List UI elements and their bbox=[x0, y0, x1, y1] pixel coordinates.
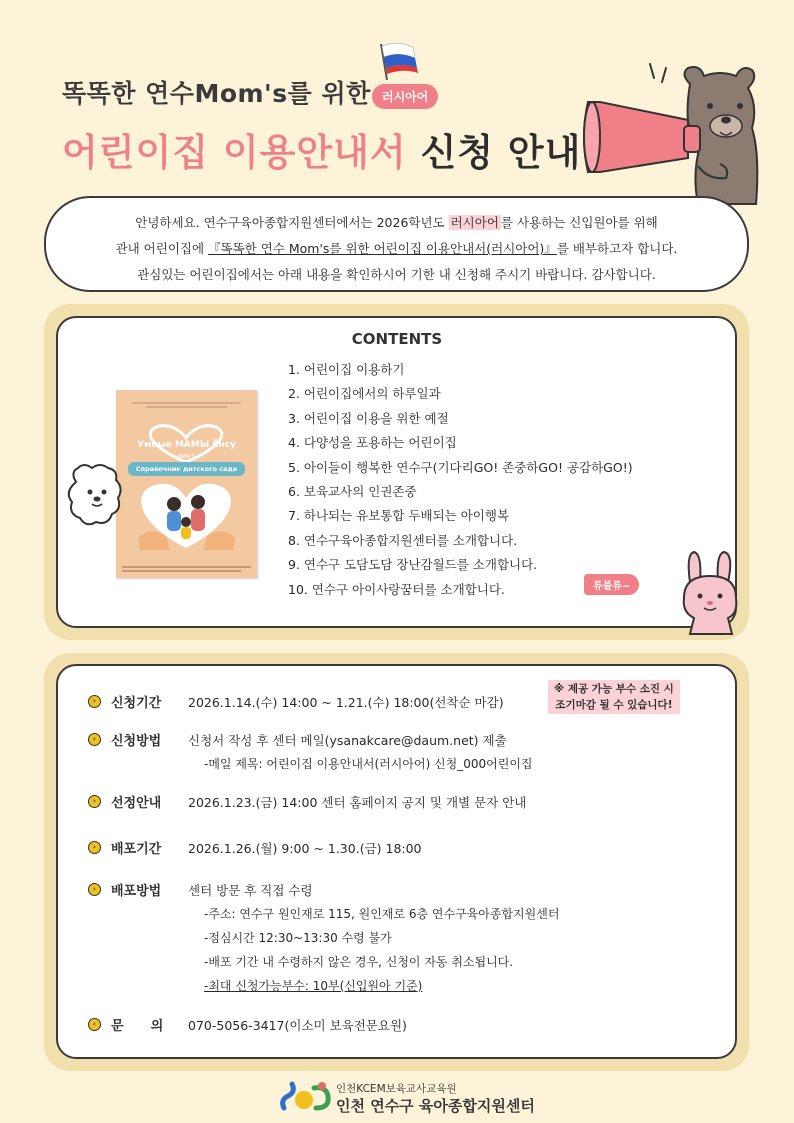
book-brand-sub: MOM'S bbox=[177, 454, 196, 460]
bear-megaphone-illustration bbox=[580, 54, 760, 214]
application-method-text: 신청서 작성 후 센터 메일(ysanakcare@daum.net) 제출 bbox=[188, 733, 507, 748]
label-inquiry bbox=[88, 1015, 163, 1034]
intro-l2-pre: 관내 어린이집에 bbox=[115, 241, 209, 256]
label-text: 문 의 bbox=[111, 1019, 164, 1034]
title-line1: 똑똑한 연수Mom's를 위한 bbox=[62, 79, 371, 108]
distribution-max: -최대 신청가능부수: 10부(신입원아 기준) bbox=[204, 979, 423, 993]
intro-l1-post: 를 사용하는 신입원아를 위해 bbox=[500, 215, 658, 230]
intro-message bbox=[44, 196, 749, 292]
label-text: 배포기간 bbox=[111, 842, 162, 857]
distribution-method-text: 센터 방문 후 직접 수령 bbox=[188, 883, 313, 898]
label-text: 신청기간 bbox=[111, 696, 162, 711]
label-application-method bbox=[88, 730, 161, 749]
book-brand: Умные МАМЫ Ёнсу bbox=[137, 440, 236, 450]
page-title bbox=[62, 122, 581, 176]
contents-item: 10. 연수구 아이사랑꿈터를 소개합니다. bbox=[288, 581, 505, 597]
info-panel bbox=[56, 664, 737, 1059]
dog-mascot-illustration bbox=[64, 462, 128, 532]
contents-item: 2. 어린이집에서의 하루일과 bbox=[288, 386, 441, 402]
book-title: Справочник детского сада bbox=[128, 462, 245, 476]
contents-item: 7. 하나되는 유보통합 두배되는 아이행복 bbox=[288, 508, 510, 524]
application-method-sub: -메일 제목: 어린이집 이용안내서(러시아어) 신청_000어린이집 bbox=[204, 757, 533, 771]
contents-list bbox=[288, 358, 633, 602]
contents-item: 3. 어린이집 이용을 위한 예절 bbox=[288, 410, 449, 426]
distribution-address: -주소: 연수구 원인재로 115, 원인재로 6층 연수구육아종합지원센터 bbox=[204, 907, 560, 921]
bullet-chevron-icon: › bbox=[88, 1018, 101, 1031]
footer-subtitle: 인천KCEM보육교사교육원 bbox=[336, 1083, 457, 1095]
contents-item: 1. 어린이집 이용하기 bbox=[288, 362, 405, 377]
label-selection bbox=[88, 792, 161, 811]
title-pink: 어린이집 이용안내서 bbox=[62, 131, 407, 174]
label-text: 신청방법 bbox=[111, 734, 162, 749]
contents-item: 5. 아이들이 행복한 연수구(기다리GO! 존중하GO! 공감하GO!) bbox=[288, 459, 633, 475]
center-logo-icon bbox=[278, 1078, 332, 1114]
contents-item: 8. 연수구육아종합지원센터를 소개합니다. bbox=[288, 532, 518, 548]
intro-l2-underline: 『똑똑한 연수 Mom's를 위한 어린이집 이용안내서(러시아어)』 bbox=[208, 241, 557, 256]
family-illustration-icon bbox=[130, 478, 243, 552]
rabbit-speech-sticker: 류블류~ bbox=[584, 574, 639, 595]
note-line-2: 조기마감 될 수 있습니다! bbox=[555, 699, 673, 711]
label-application-period bbox=[88, 692, 161, 711]
bullet-chevron-icon: › bbox=[88, 883, 101, 896]
label-text: 선정안내 bbox=[111, 796, 162, 811]
language-badge: 러시아어 bbox=[372, 84, 438, 109]
application-period-text: 2026.1.14.(수) 14:00 ~ 1.21.(수) 18:00(선착순 마감) bbox=[188, 695, 504, 710]
intro-line-3: 관심있는 어린이집에서는 아래 내용을 확인하시어 기한 내 신청해 주시기 바랍니다. 감사합니다. bbox=[137, 267, 656, 282]
contents-item: 4. 다양성을 포용하는 어린이집 bbox=[288, 435, 457, 451]
bullet-chevron-icon: › bbox=[88, 795, 101, 808]
intro-line-1 bbox=[46, 210, 747, 236]
bullet-chevron-icon: › bbox=[88, 733, 101, 746]
intro-l1-highlight: 러시아어 bbox=[450, 215, 499, 230]
footer-center-name: 인천 연수구 육아종합지원센터 bbox=[336, 1097, 535, 1115]
distribution-lunch: -점심시간 12:30~13:30 수령 불가 bbox=[204, 931, 392, 945]
intro-l2-post: 를 배부하고자 합니다. bbox=[556, 241, 678, 256]
contents-title: CONTENTS bbox=[351, 330, 443, 348]
guidebook-cover bbox=[116, 390, 257, 578]
intro-line-2 bbox=[46, 236, 747, 262]
selection-text: 2026.1.23.(금) 14:00 센터 홈페이지 공지 및 개별 문자 안내 bbox=[188, 795, 527, 810]
bullet-chevron-icon: › bbox=[88, 841, 101, 854]
label-text: 배포방법 bbox=[111, 884, 162, 899]
book-footer-lines bbox=[122, 564, 251, 572]
early-close-note bbox=[548, 680, 680, 714]
contents-item: 6. 보육교사의 인권존중 bbox=[288, 484, 417, 500]
title-dark: 신청 안내 bbox=[420, 131, 582, 174]
bullet-chevron-icon: › bbox=[88, 695, 101, 708]
note-line-1: ※ 제공 가능 부수 소진 시 bbox=[554, 683, 674, 695]
contents-item: 9. 연수구 도담도담 장난감월드를 소개합니다. bbox=[288, 557, 538, 573]
intro-l1-pre: 안녕하세요. 연수구육아종합지원센터에서는 2026학년도 bbox=[135, 215, 449, 230]
inquiry-text: 070-5056-3417(이소미 보육전문요원) bbox=[188, 1018, 407, 1033]
label-distribution-method bbox=[88, 880, 161, 899]
rabbit-mascot-illustration bbox=[676, 548, 748, 638]
distribution-period-text: 2026.1.26.(월) 9:00 ~ 1.30.(금) 18:00 bbox=[188, 841, 422, 856]
russian-flag-icon bbox=[375, 40, 419, 82]
label-distribution-period bbox=[88, 838, 161, 857]
book-header-lines bbox=[122, 400, 251, 410]
distribution-cancel: -배포 기간 내 수령하지 않은 경우, 신청이 자동 취소됩니다. bbox=[204, 955, 514, 969]
